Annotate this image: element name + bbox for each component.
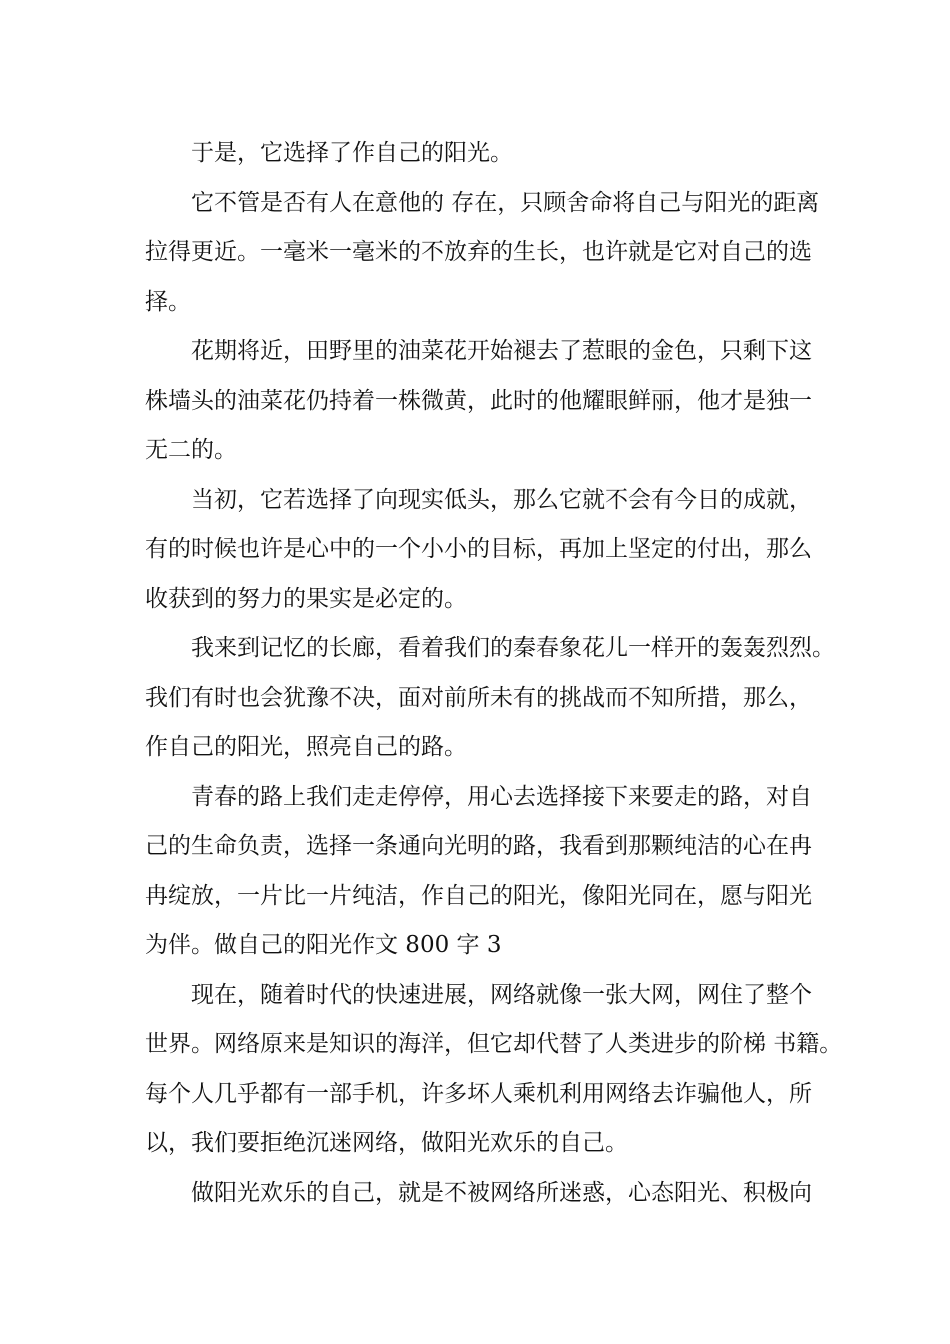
text-line: 它不管是否有人在意他的 存在，只顾舍命将自己与阳光的距离 bbox=[191, 189, 820, 216]
text-line: 当初，它若选择了向现实低头，那么它就不会有今日的成就， bbox=[191, 486, 812, 513]
text-line: 为伴。做自己的阳光作文 800 字 3 bbox=[145, 932, 502, 958]
text-line: 无二的。 bbox=[145, 437, 237, 463]
text-line: 以，我们要拒绝沉迷网络，做阳光欢乐的自己。 bbox=[145, 1130, 628, 1156]
text-line: 做阳光欢乐的自己，就是不被网络所迷惑，心态阳光、积极向 bbox=[191, 1179, 812, 1206]
text-line: 择。 bbox=[145, 288, 191, 315]
text-line: 作自己的阳光，照亮自己的路。 bbox=[145, 734, 467, 760]
text-line: 冉绽放，一片比一片纯洁，作自己的阳光，像阳光同在，愿与阳光 bbox=[145, 882, 812, 909]
text-line: 于是，它选择了作自己的阳光。 bbox=[191, 140, 513, 166]
text-line: 青春的路上我们走走停停，用心去选择接下来要走的路，对自 bbox=[191, 783, 812, 810]
text-line: 我来到记忆的长廊，看着我们的秦春象花儿一样开的轰轰烈烈。 bbox=[191, 635, 835, 661]
text-line: 有的时候也许是心中的一个小小的目标，再加上坚定的付出，那么 bbox=[145, 536, 812, 562]
text-line: 己的生命负责，选择一条通向光明的路，我看到那颗纯洁的心在冉 bbox=[145, 833, 812, 859]
text-line: 花期将近，田野里的油菜花开始褪去了惹眼的金色，只剩下这 bbox=[191, 338, 812, 364]
text-line: 每个人几乎都有一部手机，许多坏人乘机利用网络去诈骗他人，所 bbox=[145, 1080, 812, 1107]
text-line: 株墙头的油菜花仍持着一株微黄，此时的他耀眼鲜丽，他才是独一 bbox=[145, 387, 812, 414]
text-line: 我们有时也会犹豫不决，面对前所未有的挑战而不知所措，那么， bbox=[145, 684, 812, 711]
text-line: 拉得更近。一毫米一毫米的不放弃的生长，也许就是它对自己的选 bbox=[145, 239, 812, 265]
essay-body bbox=[145, 129, 843, 1218]
text-line: 收获到的努力的果实是必定的。 bbox=[145, 585, 467, 612]
text-line: 现在，随着时代的快速进展，网络就像一张大网，网住了整个 bbox=[191, 981, 812, 1008]
text-line: 世界。网络原来是知识的海洋，但它却代替了人类进步的阶梯 书籍。 bbox=[145, 1031, 843, 1057]
